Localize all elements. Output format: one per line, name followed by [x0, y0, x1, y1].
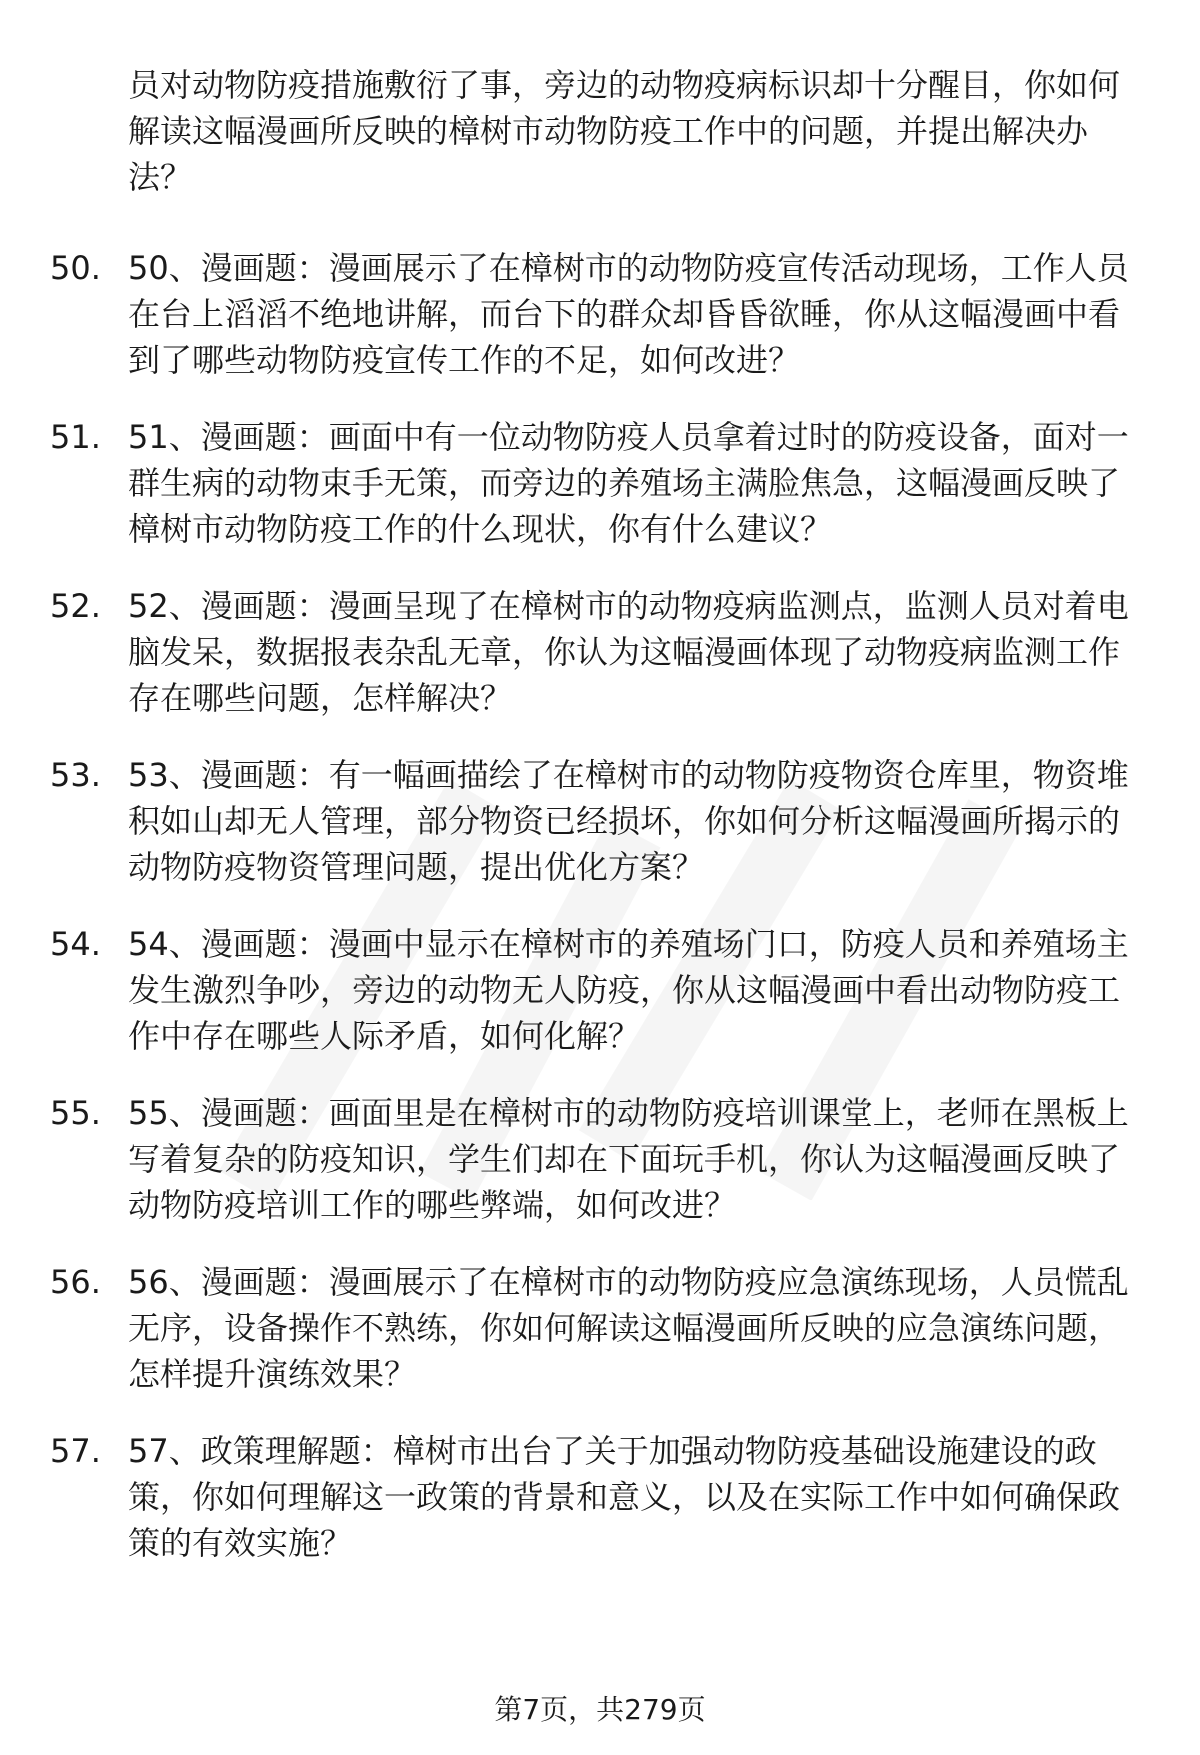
list-item	[0, 1428, 1200, 1597]
question-text: 54、漫画题：漫画中显示在樟树市的养殖场门口，防疫人员和养殖场主发生激烈争吵，旁边的动物无人防疫，你从这幅漫画中看出动物防疫工作中存在哪些人际矛盾，如何化解？	[128, 925, 1129, 1055]
question-text: 53、漫画题：有一幅画描绘了在樟树市的动物防疫物资仓库里，物资堆积如山却无人管理，部分物资已经损坏，你如何分析这幅漫画所揭示的动物防疫物资管理问题，提出优化方案？	[128, 756, 1129, 886]
list-item	[0, 1090, 1200, 1259]
question-number: 55.	[50, 1094, 101, 1132]
question-number: 54.	[50, 925, 101, 963]
list-item	[0, 245, 1200, 414]
question-number: 57.	[50, 1432, 101, 1470]
list-item	[0, 752, 1200, 921]
question-list	[0, 245, 1200, 1597]
question-text: 55、漫画题：画面里是在樟树市的动物防疫培训课堂上，老师在黑板上写着复杂的防疫知识，学生们却在下面玩手机，你认为这幅漫画反映了动物防疫培训工作的哪些弊端，如何改进？	[128, 1094, 1129, 1224]
question-text: 52、漫画题：漫画呈现了在樟树市的动物疫病监测点，监测人员对着电脑发呆，数据报表杂乱无章，你认为这幅漫画体现了动物疫病监测工作存在哪些问题，怎样解决？	[128, 587, 1129, 717]
question-number: 51.	[50, 418, 101, 456]
page-footer: 第7页，共279页	[494, 1693, 706, 1726]
list-item	[0, 921, 1200, 1090]
question-number: 50.	[50, 249, 101, 287]
continuation-text: 员对动物防疫措施敷衍了事，旁边的动物疫病标识却十分醒目，你如何解读这幅漫画所反映的樟树市动物防疫工作中的问题，并提出解决办法？	[128, 66, 1121, 196]
question-text: 56、漫画题：漫画展示了在樟树市的动物防疫应急演练现场，人员慌乱无序，设备操作不熟练，你如何解读这幅漫画所反映的应急演练问题，怎样提升演练效果？	[128, 1263, 1129, 1393]
question-text: 57、政策理解题：樟树市出台了关于加强动物防疫基础设施建设的政策，你如何理解这一政策的背景和意义，以及在实际工作中如何确保政策的有效实施？	[128, 1432, 1121, 1562]
list-item	[0, 414, 1200, 583]
question-text: 50、漫画题：漫画展示了在樟树市的动物防疫宣传活动现场，工作人员在台上滔滔不绝地讲解，而台下的群众却昏昏欲睡，你从这幅漫画中看到了哪些动物防疫宣传工作的不足，如何改进？	[128, 249, 1129, 379]
question-text: 51、漫画题：画面中有一位动物防疫人员拿着过时的防疫设备，面对一群生病的动物束手无策，而旁边的养殖场主满脸焦急，这幅漫画反映了樟树市动物防疫工作的什么现状，你有什么建议？	[128, 418, 1129, 548]
question-number: 52.	[50, 587, 101, 625]
list-item	[0, 1259, 1200, 1428]
list-item	[0, 583, 1200, 752]
question-number: 56.	[50, 1263, 101, 1301]
question-number: 53.	[50, 756, 101, 794]
